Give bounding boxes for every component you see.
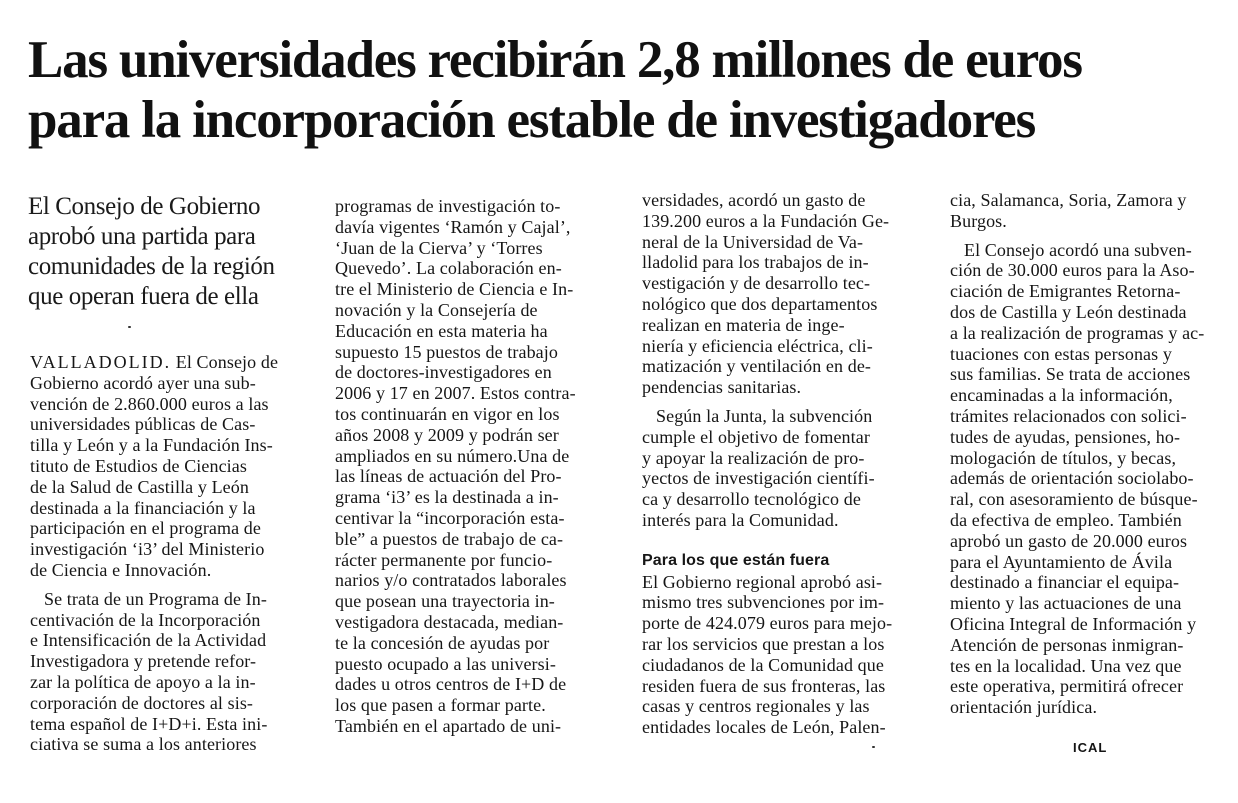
paragraph-gap [950,232,1232,240]
text-line: destinada a la financiación y la [30,497,256,518]
text-line: mologación de títulos, y becas, [950,447,1177,468]
text-line: niería y eficiencia eléctrica, cli- [642,335,873,356]
text-line: trámites relacionados con solici- [950,405,1187,426]
text-line: que posean una trayectoria in- [335,591,555,612]
text-line: 2006 y 17 en 2007. Estos contra- [335,383,576,404]
text-line: aprobó un gasto de 20.000 euros [950,530,1188,551]
text-line: tilla y León y a la Fundación Ins- [30,435,273,456]
headline-line-1: Las universidades recibirán 2,8 millones de euros [28,31,1082,89]
text-line: grama ‘i3’ es la destinada a in- [335,487,559,508]
text-line: este operativa, permitirá ofrecer [950,676,1184,697]
text-line: corporación de doctores al sis- [30,692,254,713]
text-line: tos continuarán en vigor en los [335,403,560,424]
text-line: las líneas de actuación del Pro- [335,466,562,487]
column-3 [642,190,930,738]
text-line: los que pasen a formar parte. [335,695,546,716]
text-line: orientación jurídica. [950,697,1098,718]
section-subheading: Para los que están fuera [642,551,830,569]
text-line: rar los servicios que prestan a los [642,633,885,654]
column-4 [950,190,1232,718]
text-line: residen fuera de sus fronteras, las [642,675,886,696]
text-line: También en el apartado de uni- [335,715,562,736]
print-speck [128,326,131,328]
column-1 [30,352,320,755]
text-line: Oficina Integral de Información y [950,613,1197,634]
text-line: ciativa se suma a los anteriores [30,734,257,755]
text-line: vestigación y de desarrollo tec- [642,273,871,294]
text-line: yectos de investigación científi- [642,468,875,489]
text-line: ‘Juan de la Cierva’ y ‘Torres [335,237,543,258]
text-line: da efectiva de empleo. También [950,509,1182,530]
text-line: ciación de Emigrantes Retorna- [950,281,1181,302]
text-line: davía vigentes ‘Ramón y Cajal’, [335,216,571,237]
text-line: tituto de Estudios de Ciencias [30,455,247,476]
text-line: a la realización de programas y ac- [950,322,1205,343]
article-headline [28,30,1218,150]
text-line: realizan en materia de inge- [642,314,845,335]
text-line: para el Ayuntamiento de Ávila [950,551,1173,572]
text-line: vestigadora destacada, median- [335,611,564,632]
text-line: El Consejo acordó una subven- [964,239,1192,260]
text-line: y apoyar la realización de pro- [642,447,865,468]
text-line: e Intensificación de la Actividad [30,630,267,651]
text-line: interés para la Comunidad. [642,509,839,530]
text-line: Se trata de un Programa de In- [44,588,267,609]
text-line: ción de 30.000 euros para la Aso- [950,260,1195,281]
text-line: Gobierno acordó ayer una sub- [30,372,256,393]
text-line: Atención de personas inmigran- [950,634,1184,655]
text-line: ciudadanos de la Comunidad que [642,654,884,675]
print-speck [872,746,875,748]
text-line: Según la Junta, la subvención [656,405,873,426]
text-line: Investigadora y pretende refor- [30,651,257,672]
text-line: ca y desarrollo tecnológico de [642,489,861,510]
text-line: dades u otros centros de I+D de [335,674,567,695]
paragraph-gap [30,581,320,589]
text-line: de la Salud de Castilla y León [30,476,249,497]
text-line: porte de 424.079 euros para mejo- [642,613,893,634]
text-line: de Ciencia e Innovación. [30,559,212,580]
text-line: narios y/o contratados laborales [335,570,567,591]
headline-line-2: para la incorporación estable de investigadores [28,91,1035,149]
text-line: puesto ocupado a las universi- [335,653,556,674]
text-line: Burgos. [950,210,1007,231]
text-line: casas y centros regionales y las [642,696,870,717]
subhead-line: comunidades de la región [28,253,275,280]
text-line: tuaciones con estas personas y [950,343,1172,364]
text-line: cumple el objetivo de fomentar [642,426,870,447]
text-line: 139.200 euros a la Fundación Ge- [642,210,890,231]
text-line: encaminadas a la información, [950,385,1173,406]
column-2 [335,196,620,737]
text-line: supuesto 15 puestos de trabajo [335,341,558,362]
lead-line [30,352,320,373]
text-line: participación en el programa de [30,518,261,539]
text-line: años 2008 y 2009 y podrán ser [335,424,559,445]
text-line: El Gobierno regional aprobó asi- [642,571,883,592]
text-line: pendencias sanitarias. [642,377,802,398]
subhead-line: que operan fuera de ella [28,283,259,310]
text-line: te la concesión de ayudas por [335,632,550,653]
agency-credit: ICAL [1073,740,1108,755]
text-line: centivación de la Incorporación [30,609,261,630]
text-line: vención de 2.860.000 euros a las [30,393,269,414]
text-line: tudes de ayudas, pensiones, ho- [950,426,1181,447]
text-line: neral de la Universidad de Va- [642,231,864,252]
article-subheadline [28,192,298,312]
text-line: Educación en esta materia ha [335,320,548,341]
text-line: cia, Salamanca, Soria, Zamora y [950,190,1187,210]
text-line: ampliados en su número.Una de [335,445,570,466]
text-line: ral, con asesoramiento de búsque- [950,489,1198,510]
text-line: nológico que dos departamentos [642,293,878,314]
lead-text: El Consejo de [171,352,279,372]
text-line: lladolid para los trabajos de in- [642,252,869,273]
text-line: novación y la Consejería de [335,299,538,320]
text-line: programas de investigación to- [335,196,561,216]
text-line: matización y ventilación en de- [642,356,872,377]
text-line: además de orientación sociolabo- [950,468,1194,489]
text-line: tema español de I+D+i. Esta ini- [30,713,268,734]
text-line: sus familias. Se trata de acciones [950,364,1191,385]
subhead-line: aprobó una partida para [28,223,256,250]
text-line: universidades públicas de Cas- [30,414,256,435]
text-line: destinado a financiar el equipa- [950,572,1180,593]
text-line: rácter permanente por funcio- [335,549,553,570]
text-line: entidades locales de León, Palen- [642,717,886,738]
text-line: investigación ‘i3’ del Ministerio [30,539,265,560]
text-line: zar la política de apoyo a la in- [30,671,256,692]
text-line: de doctores-investigadores en [335,362,552,383]
text-line: miento y las actuaciones de una [950,593,1182,614]
subhead-line: El Consejo de Gobierno [28,193,261,220]
text-line: versidades, acordó un gasto de [642,190,866,210]
paragraph-gap [642,398,930,406]
text-line: dos de Castilla y León destinada [950,301,1187,322]
text-line: tes en la localidad. Una vez que [950,655,1182,676]
text-line: centivar la “incorporación esta- [335,507,565,528]
text-line: ble” a puestos de trabajo de ca- [335,528,564,549]
text-line: tre el Ministerio de Ciencia e In- [335,279,574,300]
text-line: mismo tres subvenciones por im- [642,592,885,613]
section-gap [642,531,930,551]
text-line: Quevedo’. La colaboración en- [335,258,562,279]
dateline-city: VALLADOLID. [30,352,172,372]
